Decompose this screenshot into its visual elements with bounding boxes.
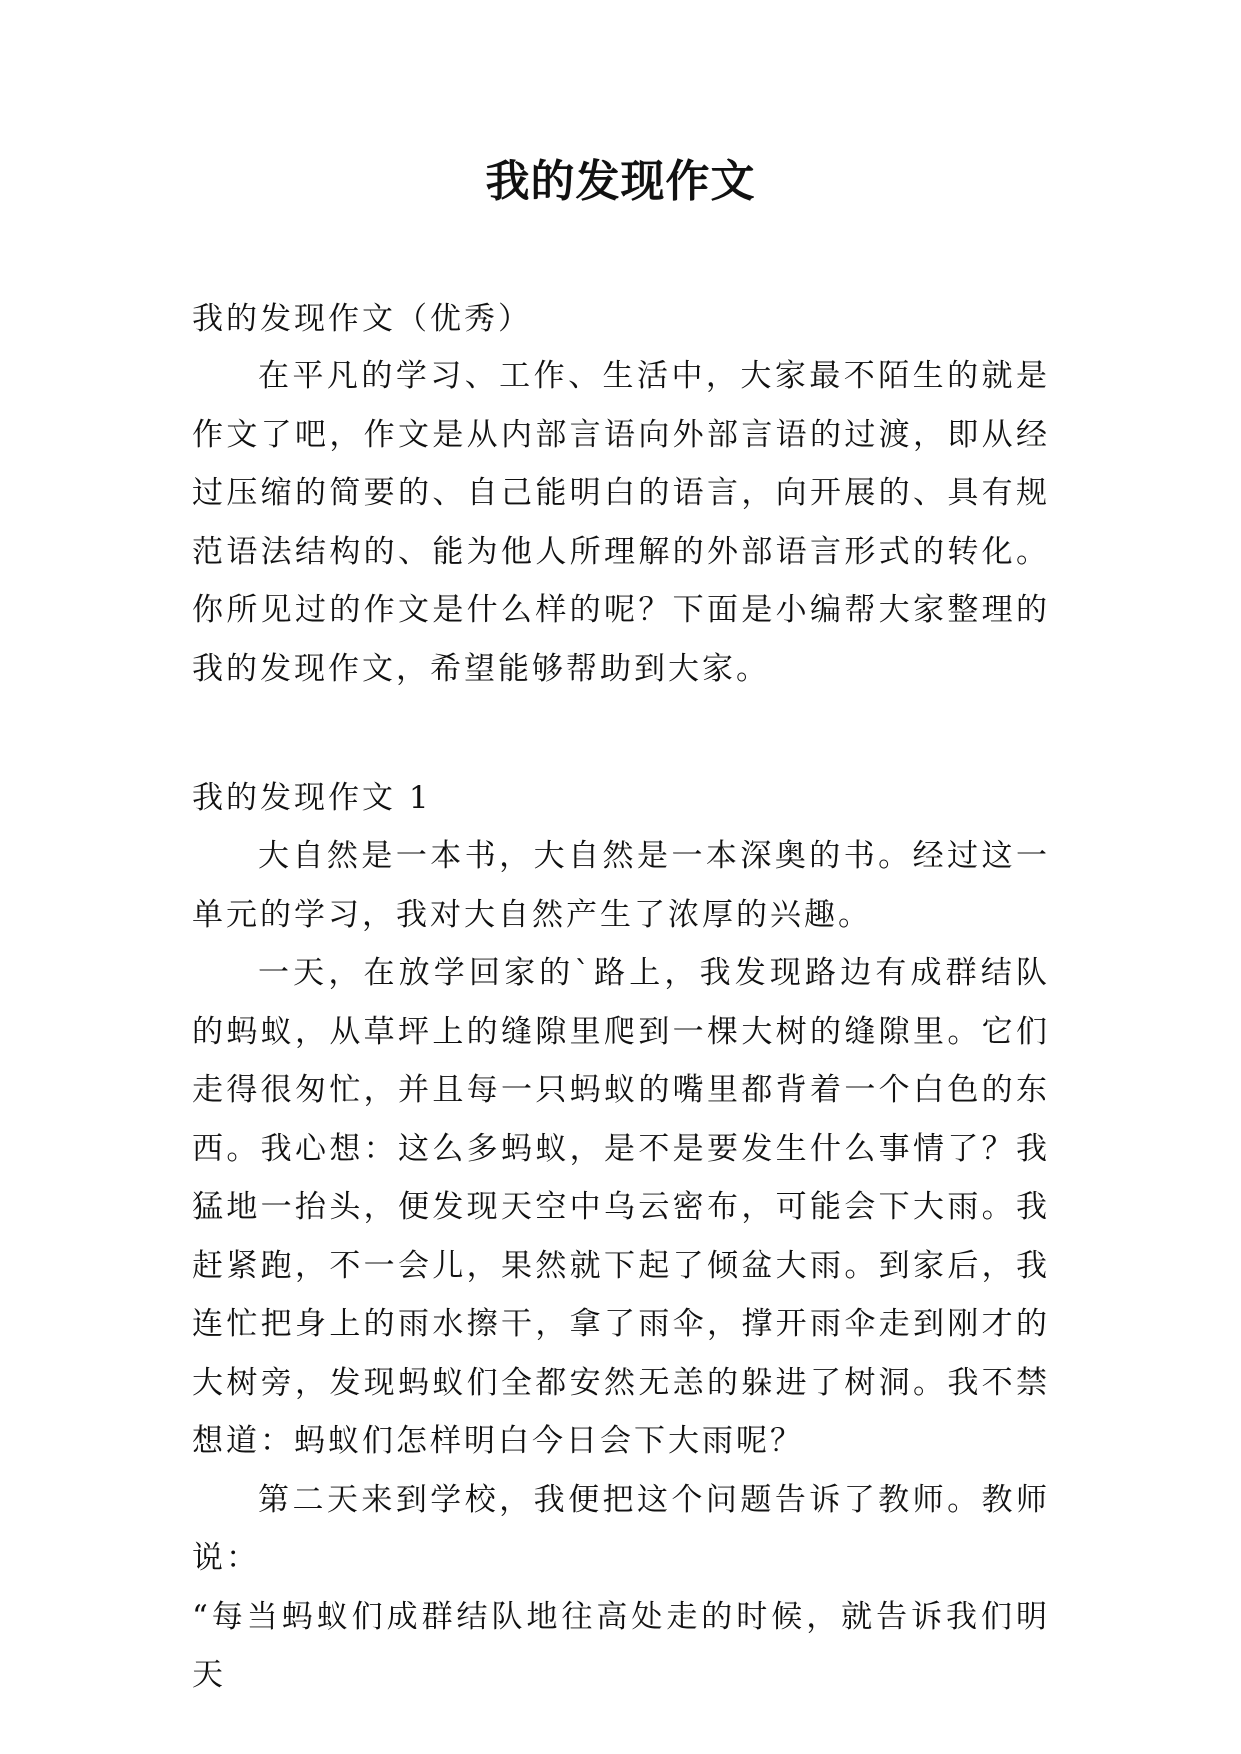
paragraph-quote-line: “每当蚂蚁们成群结队地往高处走的时候，就告诉我们明天 bbox=[192, 1598, 1050, 1693]
paragraph: 第二天来到学校，我便把这个问题告诉了教师。教师说： bbox=[192, 1481, 1050, 1576]
paragraph: 一天，在放学回家的`路上，我发现路边有成群结队的蚂蚁，从草坪上的缝隙里爬到一棵大树的缝隙里。它们走得很匆忙，并且每一只蚂蚁的嘴里都背着一个白色的东西。我心想：这么多蚂蚁，是不是要发生什么事情了？我猛地一抬头，便发现天空中乌云密布，可能会下大雨。我赶紧跑，不一会儿，果然就下起了倾盆大雨。到家后，我连忙把身上的雨水擦干，拿了雨伞，撑开雨伞走到刚才的大树旁，发现蚂蚁们全都安然无恙的躲进了树洞。我不禁想道：蚂蚁们怎样明白今日会下大雨呢？ bbox=[192, 955, 1050, 1459]
intro-paragraph: 在平凡的学习、工作、生活中，大家最不陌生的就是作文了吧，作文是从内部言语向外部言语的过渡，即从经过压缩的简要的、自己能明白的语言，向开展的、具有规范语法结构的、能为他人所理解的外部语言形式的转化。你所见过的作文是什么样的呢？下面是小编帮大家整理的我的发现作文，希望能够帮助到大家。 bbox=[192, 358, 1050, 687]
document-subtitle: 我的发现作文（优秀） bbox=[192, 301, 532, 337]
paragraph: 大自然是一本书，大自然是一本深奥的书。经过这一单元的学习，我对大自然产生了浓厚的兴趣。 bbox=[192, 838, 1050, 933]
section-body bbox=[192, 827, 1050, 1705]
section-heading: 我的发现作文 1 bbox=[192, 780, 432, 816]
document-title: 我的发现作文 bbox=[485, 156, 756, 207]
